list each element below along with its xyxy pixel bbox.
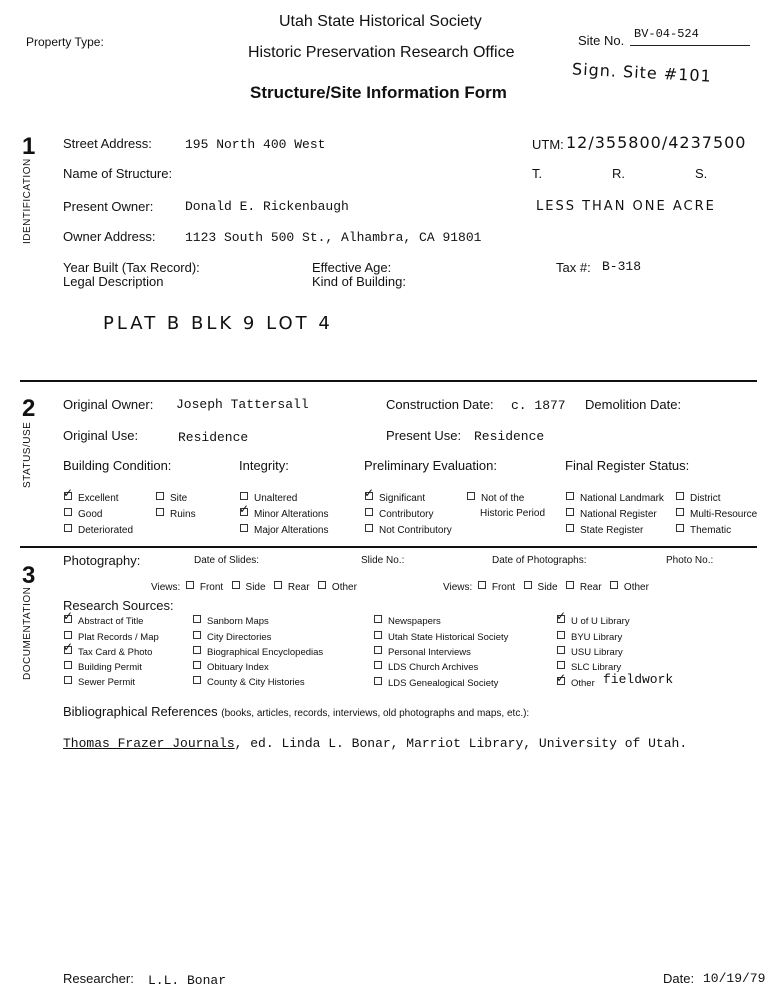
utm-label: UTM: — [532, 137, 564, 152]
source-other-value: fieldwork — [603, 672, 674, 687]
checkmark-icon: ✓ — [239, 502, 250, 516]
demolition-date-label: Demolition Date: — [585, 397, 682, 412]
section-1-label: IDENTIFICATION — [22, 158, 33, 244]
checkbox[interactable] — [557, 631, 565, 639]
section-3-label: DOCUMENTATION — [22, 586, 33, 680]
checkbox[interactable] — [156, 492, 164, 500]
photo-no-label: Photo No.: — [666, 555, 714, 566]
source-other[interactable]: ✓ Other — [556, 671, 595, 689]
final-state-register[interactable]: State Register — [566, 524, 643, 536]
final-register-label: Final Register Status: — [565, 458, 690, 473]
source-lds-genealogical[interactable]: LDS Genealogical Society — [374, 677, 498, 689]
condition-ruins[interactable]: Ruins — [156, 508, 196, 520]
checkbox[interactable] — [63, 486, 74, 500]
photo-views-row: Views: Front Side Rear Other — [443, 582, 649, 593]
researcher-value: L.L. Bonar — [148, 973, 227, 988]
slide-side-checkbox[interactable] — [232, 581, 240, 589]
photography-label: Photography: — [63, 553, 141, 568]
photo-other-checkbox[interactable] — [610, 581, 618, 589]
checkbox[interactable] — [365, 508, 373, 516]
final-district[interactable]: District — [676, 492, 721, 504]
checkmark-icon: ✓ — [556, 609, 567, 623]
utm-value: 12/355800/4237500 — [566, 133, 747, 152]
integrity-major[interactable]: Major Alterations — [240, 524, 328, 536]
condition-deteriorated[interactable]: Deteriorated — [64, 524, 133, 536]
checkbox[interactable] — [64, 676, 72, 684]
slide-no-label: Slide No.: — [361, 555, 405, 566]
checkbox[interactable] — [557, 646, 565, 654]
researcher-label: Researcher: — [63, 971, 134, 986]
checkbox[interactable] — [556, 609, 567, 623]
tax-number-label: Tax #: — [556, 260, 591, 275]
checkbox[interactable] — [63, 640, 74, 654]
checkbox[interactable] — [374, 615, 382, 623]
date-value: 10/19/79 — [703, 971, 766, 986]
present-use-value: Residence — [474, 429, 545, 444]
evaluation-not-of-period[interactable]: Not of the — [467, 492, 524, 504]
checkbox[interactable] — [676, 508, 684, 516]
condition-site[interactable]: Site — [156, 492, 187, 504]
photo-front-checkbox[interactable] — [478, 581, 486, 589]
evaluation-not-contributory[interactable]: Not Contributory — [365, 524, 452, 536]
structure-name-label: Name of Structure: — [63, 166, 173, 181]
research-sources-label: Research Sources: — [63, 598, 174, 613]
checkbox[interactable] — [467, 492, 475, 500]
section-label: S. — [695, 166, 708, 181]
acreage-note: LESS THAN ONE ACRE — [536, 199, 716, 214]
owner-address-label: Owner Address: — [63, 229, 156, 244]
checkbox[interactable] — [64, 631, 72, 639]
source-sewer-permit[interactable]: Sewer Permit — [64, 676, 135, 688]
slide-front-checkbox[interactable] — [186, 581, 194, 589]
tax-number-value: B-318 — [602, 259, 642, 274]
evaluation-contributory[interactable]: Contributory — [365, 508, 433, 520]
source-u-of-u-library[interactable]: ✓ U of U Library — [556, 609, 630, 627]
section-2-number: 2 — [22, 395, 36, 422]
source-byu-library[interactable]: BYU Library — [557, 631, 622, 643]
source-sanborn-maps[interactable]: Sanborn Maps — [193, 615, 269, 627]
checkbox[interactable] — [156, 508, 164, 516]
checkbox[interactable] — [374, 631, 382, 639]
present-use-label: Present Use: — [386, 428, 462, 443]
checkmark-icon: ✓ — [63, 640, 74, 654]
bibliography-heading: Bibliographical References (books, articles, records, interviews, old photographs and maps, etc.): — [63, 704, 530, 719]
checkbox[interactable] — [556, 671, 567, 685]
street-value: 195 North 400 West — [185, 137, 326, 152]
present-owner-label: Present Owner: — [63, 199, 154, 214]
checkbox[interactable] — [64, 508, 72, 516]
slide-other-checkbox[interactable] — [318, 581, 326, 589]
site-no-line — [630, 45, 750, 46]
construction-date-label: Construction Date: — [386, 397, 494, 412]
evaluation-significant[interactable]: ✓ Significant — [364, 486, 426, 504]
integrity-unaltered[interactable]: Unaltered — [240, 492, 297, 504]
final-national-register[interactable]: National Register — [566, 508, 657, 520]
checkbox[interactable] — [364, 486, 375, 500]
section-3-number: 3 — [22, 562, 36, 589]
section-divider-2 — [20, 546, 757, 548]
section-2-label: STATUS/USE — [22, 421, 33, 488]
section-1-number: 1 — [22, 133, 36, 160]
date-slides-label: Date of Slides: — [194, 555, 260, 566]
source-building-permit[interactable]: Building Permit — [64, 661, 142, 673]
checkbox[interactable] — [374, 646, 382, 654]
year-built-label: Year Built (Tax Record): — [63, 260, 200, 275]
owner-address-value: 1123 South 500 St., Alhambra, CA 91801 — [185, 230, 482, 245]
source-obituary-index[interactable]: Obituary Index — [193, 661, 269, 673]
checkbox[interactable] — [63, 609, 74, 623]
checkbox[interactable] — [64, 524, 72, 532]
source-lds-church-archives[interactable]: LDS Church Archives — [374, 661, 478, 673]
checkbox[interactable] — [240, 524, 248, 532]
slide-views-row: Views: Front Side Rear Other — [151, 582, 357, 593]
kind-of-building-label: Kind of Building: — [312, 274, 406, 289]
source-usu-library[interactable]: USU Library — [557, 646, 623, 658]
source-biographical-encyclopedias[interactable]: Biographical Encyclopedias — [193, 646, 323, 658]
checkmark-icon: ✓ — [556, 671, 567, 685]
effective-age-label: Effective Age: — [312, 260, 392, 275]
photo-side-checkbox[interactable] — [524, 581, 532, 589]
checkmark-icon: ✓ — [364, 486, 375, 500]
checkbox[interactable] — [374, 661, 382, 669]
range-label: R. — [612, 166, 625, 181]
checkbox[interactable] — [193, 661, 201, 669]
date-label: Date: — [663, 971, 695, 986]
condition-good[interactable]: Good — [64, 508, 102, 520]
site-no-value: BV-04-524 — [634, 27, 699, 41]
final-multi-resource[interactable]: Multi-Resource — [676, 508, 757, 520]
checkbox[interactable] — [566, 492, 574, 500]
source-personal-interviews[interactable]: Personal Interviews — [374, 646, 471, 658]
legal-description-value: PLAT B BLK 9 LOT 4 — [103, 313, 333, 334]
building-condition-label: Building Condition: — [63, 458, 172, 473]
checkbox[interactable] — [240, 492, 248, 500]
original-use-value: Residence — [178, 430, 249, 445]
condition-excellent[interactable]: ✓ Excellent — [63, 486, 119, 504]
legal-description-label: Legal Description — [63, 274, 164, 289]
date-photos-label: Date of Photographs: — [492, 555, 587, 566]
evaluation-not-of-period-2: Historic Period — [480, 508, 546, 519]
checkbox[interactable] — [676, 524, 684, 532]
section-divider-1 — [20, 380, 757, 382]
checkbox[interactable] — [374, 677, 382, 685]
integrity-minor[interactable]: ✓ Minor Alterations — [239, 502, 329, 520]
original-owner-value: Joseph Tattersall — [176, 397, 309, 412]
org-name: Utah State Historical Society — [279, 13, 482, 30]
checkbox[interactable] — [557, 661, 565, 669]
source-plat-records[interactable]: Plat Records / Map — [64, 631, 159, 643]
checkbox[interactable] — [193, 615, 201, 623]
form-title: Structure/Site Information Form — [250, 83, 507, 102]
checkbox[interactable] — [64, 661, 72, 669]
construction-date-value: c. 1877 — [511, 398, 566, 413]
source-county-city-histories[interactable]: County & City Histories — [193, 676, 305, 688]
source-abstract-of-title[interactable]: ✓ Abstract of Title — [63, 609, 144, 627]
integrity-label: Integrity: — [239, 458, 289, 473]
checkbox[interactable] — [193, 631, 201, 639]
site-note: Sign. Site #101 — [571, 59, 713, 86]
source-newspapers[interactable]: Newspapers — [374, 615, 441, 627]
original-use-label: Original Use: — [63, 428, 139, 443]
checkbox[interactable] — [193, 646, 201, 654]
source-tax-card[interactable]: ✓ Tax Card & Photo — [63, 640, 153, 658]
property-type-label: Property Type: — [26, 35, 104, 49]
checkbox[interactable] — [239, 502, 250, 516]
township-label: T. — [532, 166, 543, 181]
checkbox[interactable] — [193, 676, 201, 684]
checkbox[interactable] — [676, 492, 684, 500]
final-national-landmark[interactable]: National Landmark — [566, 492, 664, 504]
slide-rear-checkbox[interactable] — [274, 581, 282, 589]
checkbox[interactable] — [365, 524, 373, 532]
checkbox[interactable] — [566, 508, 574, 516]
preliminary-evaluation-label: Preliminary Evaluation: — [364, 458, 497, 473]
checkbox[interactable] — [566, 524, 574, 532]
office-name: Historic Preservation Research Office — [248, 44, 515, 61]
final-thematic[interactable]: Thematic — [676, 524, 731, 536]
site-no-label: Site No. — [578, 33, 625, 48]
checkmark-icon: ✓ — [63, 609, 74, 623]
checkmark-icon: ✓ — [63, 486, 74, 500]
street-label: Street Address: — [63, 136, 152, 151]
source-ushs[interactable]: Utah State Historical Society — [374, 631, 508, 643]
source-slc-library[interactable]: SLC Library — [557, 661, 621, 673]
present-owner-value: Donald E. Rickenbaugh — [185, 199, 349, 214]
bibliography-entry: Thomas Frazer Journals, ed. Linda L. Bonar, Marriot Library, University of Utah. — [63, 736, 688, 751]
source-city-directories[interactable]: City Directories — [193, 631, 271, 643]
original-owner-label: Original Owner: — [63, 397, 154, 412]
photo-rear-checkbox[interactable] — [566, 581, 574, 589]
